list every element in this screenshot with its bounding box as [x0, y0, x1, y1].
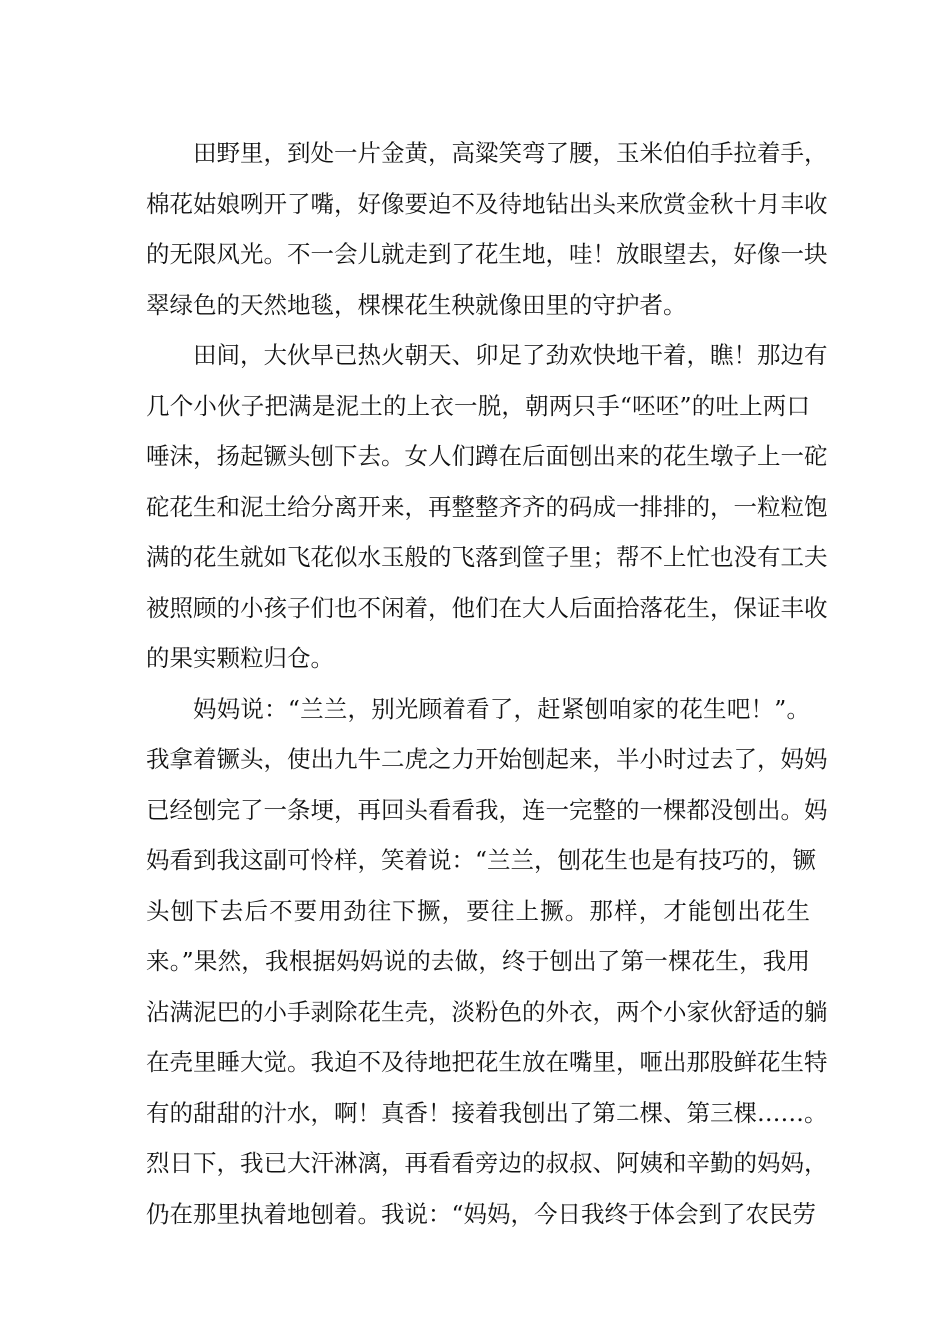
- text-line: 头刨下去后不要用劲往下撅，要往上撅。那样，才能刨出花生: [146, 896, 810, 925]
- text-line: 满的花生就如飞花似水玉般的飞落到筐子里；帮不上忙也没有工夫: [146, 543, 828, 571]
- text-line: 田野里，到处一片金黄，高粱笑弯了腰，玉米伯伯手拉着手，: [193, 139, 828, 167]
- text-line: 唾沫，扬起镢头刨下去。女人们蹲在后面刨出来的花生墩子上一砣: [146, 442, 828, 470]
- text-line: 烈日下，我已大汗淋漓，再看看旁边的叔叔、阿姨和辛勤的妈妈，: [146, 1149, 828, 1177]
- text-line: 翠绿色的天然地毯，棵棵花生秧就像田里的守护者。: [146, 290, 687, 319]
- text-line: 几个小伙子把满是泥土的上衣一脱，朝两只手“呸呸”的吐上两口: [146, 391, 810, 420]
- text-line: 来。”果然，我根据妈妈说的去做，终于刨出了第一棵花生，我用: [146, 947, 810, 975]
- text-line: 仍在那里执着地刨着。我说：“妈妈，今日我终于体会到了农民劳: [146, 1199, 817, 1228]
- text-line: 被照顾的小孩子们也不闲着，他们在大人后面拾落花生，保证丰收: [146, 593, 828, 622]
- text-line: 妈妈说：“兰兰，别光顾着看了，赶紧刨咱家的花生吧！”。: [193, 694, 810, 723]
- paragraph-1: [146, 128, 828, 330]
- text-line: 我拿着镢头，使出九牛二虎之力开始刨起来，半小时过去了，妈妈: [146, 745, 828, 773]
- text-line: 棉花姑娘咧开了嘴，好像要迫不及待地钻出头来欣赏金秋十月丰收: [146, 189, 828, 218]
- text-line: 的无限风光。不一会儿就走到了花生地，哇！放眼望去，好像一块: [146, 240, 828, 268]
- text-line: 在壳里睡大觉。我迫不及待地把花生放在嘴里，咂出那股鲜花生特: [146, 1048, 828, 1076]
- text-line: 的果实颗粒归仓。: [146, 644, 334, 672]
- paragraph-2: [146, 330, 828, 684]
- text-line: 田间，大伙早已热火朝天、卯足了劲欢快地干着，瞧！那边有: [193, 341, 828, 369]
- essay-body: [146, 128, 828, 1239]
- text-line: 砣花生和泥土给分离开来，再整整齐齐的码成一排排的，一粒粒饱: [146, 492, 828, 521]
- text-line: 有的甜甜的汁水，啊！真香！接着我刨出了第二棵、第三棵……。: [146, 1098, 828, 1127]
- text-line: 沾满泥巴的小手剥除花生壳，淡粉色的外衣，两个小家伙舒适的躺: [146, 997, 828, 1026]
- text-line: 妈看到我这副可怜样，笑着说：“兰兰，刨花生也是有技巧的，镢: [146, 846, 817, 874]
- text-line: 已经刨完了一条埂，再回头看看我，连一完整的一棵都没刨出。妈: [146, 795, 828, 824]
- paragraph-3: [146, 684, 828, 1240]
